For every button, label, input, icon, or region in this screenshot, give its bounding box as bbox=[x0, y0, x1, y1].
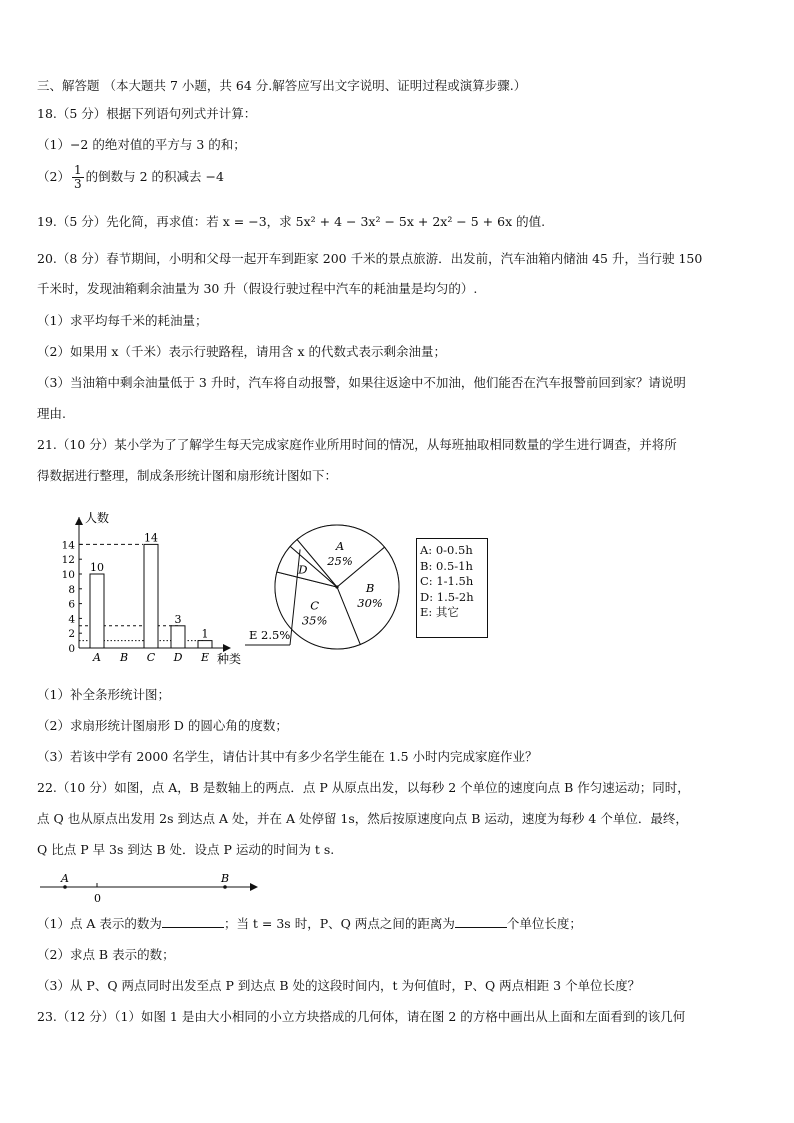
q20-part3b: 理由. bbox=[37, 406, 66, 421]
q22-line2: 点 Q 也从原点出发用 2s 到达点 A 处，并在 A 处停留 1s，然后按原速度向点 B 运动，速度为每秒 4 个单位．最终， bbox=[37, 811, 688, 826]
legend-item-e: E: 其它 bbox=[420, 605, 459, 619]
q22-part1 bbox=[37, 915, 582, 933]
q20-part2: （2）如果用 x（千米）表示行驶路程，请用含 x 的代数式表示剩余油量； bbox=[37, 344, 446, 359]
fraction-numerator: 1 bbox=[73, 163, 82, 177]
point-b bbox=[223, 885, 227, 889]
q22-line3: Q 比点 P 早 3s 到达 B 处．设点 P 运动的时间为 t s. bbox=[37, 842, 335, 857]
pie-slice-name-c: C bbox=[310, 598, 320, 613]
bar-value-label: 3 bbox=[174, 612, 182, 626]
y-tick-label: 8 bbox=[68, 583, 75, 596]
x-axis-arrow-icon bbox=[223, 644, 231, 652]
q22-part3: （3）从 P、Q 两点同时出发至点 P 到达点 B 处的这段时间内，t 为何值时，P、Q 两点相距 3 个单位长度？ bbox=[37, 978, 641, 993]
fraction bbox=[72, 164, 84, 191]
q20-line1: 20.（8 分）春节期间，小明和父母一起开车到距家 200 千米的景点旅游．出发前，汽车油箱内储油 45 升，当行驶 150 bbox=[37, 251, 703, 266]
bar-a bbox=[90, 574, 104, 648]
pie-slice-name-b: B bbox=[365, 581, 375, 596]
q21-line1: 21.（10 分）某小学为了了解学生每天完成家庭作业所用时间的情况，从每班抽取相同数量的学生进行调查，并将所 bbox=[37, 437, 677, 452]
answer-blank-1[interactable] bbox=[162, 915, 224, 928]
pie-slice-name-d: D bbox=[298, 562, 308, 577]
q22-part2: （2）求点 B 表示的数； bbox=[37, 947, 175, 962]
q21-part3: （3）若该中学有 2000 名学生，请估计其中有多少名学生能在 1.5 小时内完成家庭作业？ bbox=[37, 749, 538, 764]
y-tick-label: 4 bbox=[68, 613, 75, 626]
q22-part1-a: （1）点 A 表示的数为 bbox=[37, 916, 162, 931]
q20-part3a: （3）当油箱中剩余油量低于 3 升时，汽车将自动报警，如果往返途中不加油，他们能否在汽车报警前回到家？请说明 bbox=[37, 375, 686, 390]
bar-d bbox=[171, 626, 185, 648]
pie-chart bbox=[245, 520, 415, 655]
q20-line2: 千米时，发现油箱剩余油量为 30 升（假设行驶过程中汽车的耗油量是均匀的）. bbox=[37, 281, 478, 296]
legend-item-d: D: 1.5-2h bbox=[420, 589, 474, 604]
q18-part1: （1）−2 的绝对值的平方与 3 的和； bbox=[37, 137, 246, 152]
x-axis-label: 种类 bbox=[217, 652, 242, 666]
y-tick-label: 0 bbox=[68, 643, 75, 655]
y-tick-label: 10 bbox=[61, 569, 75, 581]
x-tick-label: D bbox=[173, 651, 183, 664]
section-heading-line bbox=[37, 77, 526, 95]
legend-item-b: B: 0.5-1h bbox=[420, 558, 473, 573]
label-b: B bbox=[221, 872, 230, 885]
y-axis-arrow-icon bbox=[75, 517, 83, 525]
x-tick-label: C bbox=[146, 651, 156, 664]
bar-e bbox=[198, 641, 212, 648]
arrow-right-icon bbox=[250, 883, 258, 891]
answer-blank-2[interactable] bbox=[455, 915, 507, 928]
q21-part2: （2）求扇形统计图扇形 D 的圆心角的度数； bbox=[37, 718, 288, 733]
q18-part2-prefix: （2） bbox=[37, 169, 70, 184]
pie-slice-label-a: 25% bbox=[327, 554, 353, 569]
pie-legend bbox=[416, 538, 488, 638]
q21-line2: 得数据进行整理，制成条形统计图和扇形统计图如下： bbox=[37, 468, 338, 483]
pie-slice-label-b: 30% bbox=[357, 596, 383, 611]
bar-chart bbox=[55, 505, 255, 670]
q23-line1: 23.（12 分）（1）如图 1 是由大小相同的小立方块搭成的几何体，请在图 2 的方格中画出从上面和左面看到的该几何 bbox=[37, 1009, 686, 1024]
y-tick-label: 12 bbox=[61, 554, 75, 567]
bar-value-label: 10 bbox=[90, 561, 104, 574]
fraction-denominator: 3 bbox=[73, 177, 82, 191]
label-a: A bbox=[61, 872, 69, 885]
section-note: （本大题共 7 小题，共 64 分.解答应写出文字说明、证明过程或演算步骤.） bbox=[103, 78, 527, 93]
x-tick-label: E bbox=[200, 651, 210, 664]
legend-item-c: C: 1-1.5h bbox=[420, 574, 474, 588]
pie-slice-name-a: A bbox=[335, 539, 345, 554]
q22-part1-c: 个单位长度； bbox=[506, 916, 582, 931]
section-heading: 三、解答题 bbox=[37, 78, 100, 93]
pie-slice-label-c: 35% bbox=[301, 613, 328, 628]
bar-c bbox=[144, 544, 158, 648]
x-tick-label: B bbox=[119, 651, 129, 664]
q18-part2 bbox=[37, 164, 224, 191]
q22-line1: 22.（10 分）如图，点 A，B 是数轴上的两点．点 P 从原点出发，以每秒 2 个单位的速度向点 B 作匀速运动；同时， bbox=[37, 780, 690, 795]
y-tick-label: 14 bbox=[61, 539, 75, 552]
label-origin: 0 bbox=[94, 892, 101, 905]
y-axis-label: 人数 bbox=[85, 511, 110, 525]
q22-part1-b: ；当 t = 3s 时，P、Q 两点之间的距离为 bbox=[223, 916, 455, 931]
q20-part1: （1）求平均每千米的耗油量； bbox=[37, 313, 208, 328]
y-tick-label: 6 bbox=[68, 598, 75, 611]
q19-stem: 19.（5 分）先化简，再求值：若 x = −3，求 5x² + 4 − 3x² − 5x + 2x² − 5 + 6x 的值. bbox=[37, 214, 546, 229]
pie-center bbox=[335, 585, 338, 588]
number-line bbox=[35, 868, 265, 908]
legend-item-a: A: 0-0.5h bbox=[420, 543, 473, 557]
q21-part1: （1）补全条形统计图； bbox=[37, 687, 170, 702]
point-a bbox=[63, 885, 67, 889]
y-tick-label: 2 bbox=[68, 628, 75, 641]
bar-value-label: 1 bbox=[201, 627, 209, 641]
bar-value-label: 14 bbox=[144, 531, 158, 545]
q18-part2-text: 的倒数与 2 的积减去 −4 bbox=[85, 169, 224, 184]
x-tick-label: A bbox=[93, 651, 101, 664]
pie-slice-label-e: E 2.5% bbox=[249, 628, 291, 642]
q18-stem: 18.（5 分）根据下列语句列式并计算： bbox=[37, 106, 257, 121]
